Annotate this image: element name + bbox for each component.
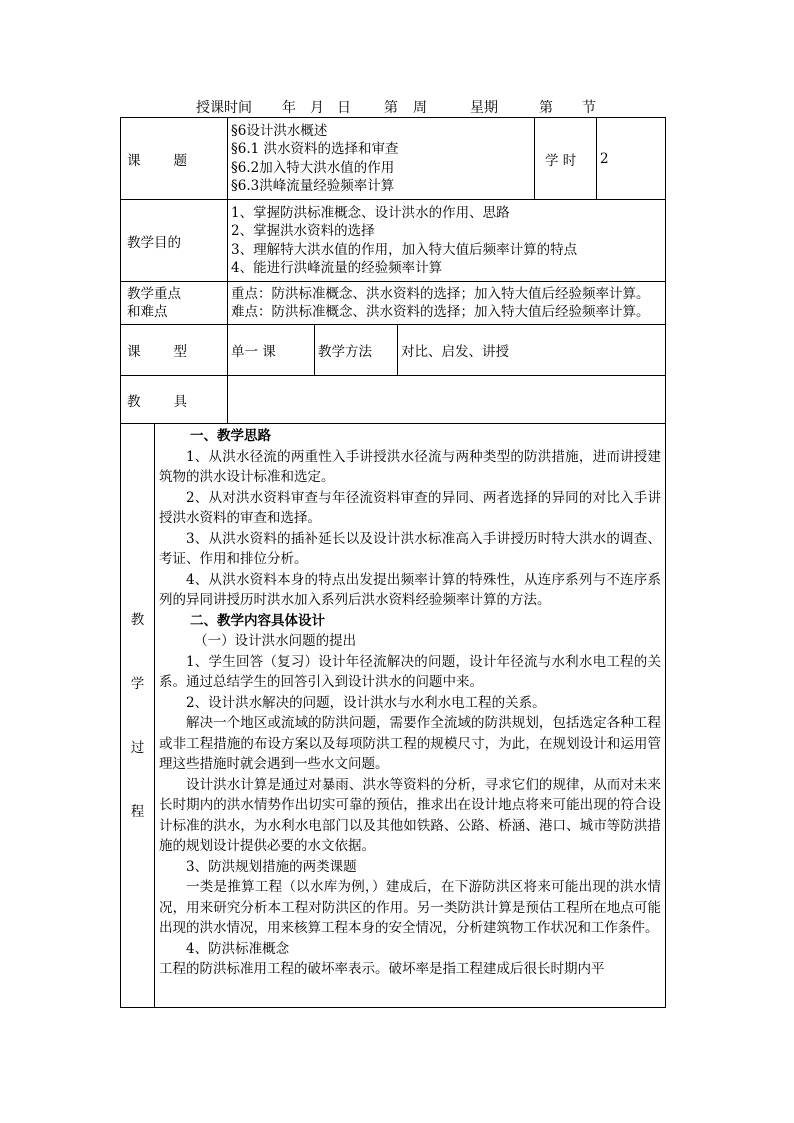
weekday-label: 星期 (470, 100, 498, 116)
process-row (121, 424, 666, 1008)
week-label: 周 (413, 100, 427, 116)
process-content (155, 424, 666, 1008)
paragraph: 1、学生回答（复习）设计年径流解决的问题，设计年径流与水利水电工程的关系。通过总结学生的回答引入到设计洪水的问题中来。 (159, 653, 661, 690)
goals-content (228, 200, 666, 282)
paragraph: 3、从洪水资料的插补延长以及设计洪水标准高入手讲授历时特大洪水的调查、考证、作用和排位分析。 (159, 530, 661, 567)
paragraph: 一类是推算工程（以水库为例，）建成后，在下游防洪区将来可能出现的洪水情况，用来研究分析本工程对防洪区的作用。另一类防洪计算是预估工程所在地点可能出现的洪水情况，用来核算工程本身的安全情况，分析建筑物工作状况和工作条件。 (159, 879, 661, 936)
difficult-point-text: 难点：防洪标准概念、洪水资料的选择；加入特大值后经验频率计算。 (231, 304, 650, 320)
lesson-time-header (196, 97, 616, 115)
topic-line: §6.1 洪水资料的选择和审查 (231, 141, 399, 157)
lesson-type-row (121, 325, 666, 376)
month-label: 月 (310, 100, 324, 116)
topic-label-cell (121, 118, 228, 200)
goal-line: 3、理解特大洪水值的作用，加入特大值后频率计算的特点 (231, 241, 578, 258)
topic-line: §6.2加入特大洪水值的作用 (231, 159, 395, 176)
section-prefix: 第 (539, 100, 553, 116)
key-points-label: 教学重点 和难点 (121, 282, 228, 325)
week-prefix: 第 (384, 100, 398, 116)
hours-label: 学 时 (535, 118, 597, 200)
teaching-method-value: 对比、启发、讲授 (398, 325, 666, 376)
section-heading: 二、教学内容具体设计 (190, 612, 326, 629)
topic-content (228, 118, 535, 200)
topic-label: 课 题 (127, 152, 187, 169)
tools-row (121, 376, 666, 424)
tools-label: 教 具 (127, 393, 187, 410)
process-label: 教 学 过 程 (130, 611, 145, 820)
key-points-content (228, 282, 666, 325)
process-label-cell (121, 424, 155, 1008)
day-label: 日 (337, 100, 351, 116)
paragraph: 4、防洪标准概念 (186, 940, 290, 957)
lesson-plan-table (120, 117, 666, 1008)
lesson-type-label-cell (121, 325, 228, 376)
topic-line: §6设计洪水概述 (231, 122, 328, 139)
paragraph: 解决一个地区或流域的防洪问题，需要作全流域的防洪规划，包括选定各种工程或非工程措施的布设方案以及每项防洪工程的规模尺寸，为此，在规划设计和运用管理这些措施时就会遇到一些水文问题。 (159, 715, 661, 772)
section-heading: 一、教学思路 (190, 428, 272, 444)
paragraph: 工程的防洪标准用工程的破坏率表示。破坏率是指工程建成后很长时期内平 (159, 961, 605, 977)
lesson-type-value: 单一 课 (228, 325, 315, 376)
goal-line: 1、掌握防洪标准概念、设计洪水的作用、思路 (231, 204, 510, 221)
goals-row (121, 200, 666, 282)
paragraph: 3、防洪规划措施的两类课题 (186, 858, 357, 875)
subsection-heading: （一）设计洪水问题的提出 (194, 633, 357, 649)
topic-line: §6.3洪峰流量经验频率计算 (231, 178, 395, 194)
goals-label: 教学目的 (121, 200, 228, 282)
teaching-method-label: 教学方法 (315, 325, 398, 376)
section-label: 节 (582, 100, 596, 116)
hours-value: 2 (597, 118, 666, 200)
goal-line: 2、掌握洪水资料的选择 (231, 223, 375, 239)
paragraph: 2、设计洪水解决的问题，设计洪水与水利水电工程的关系。 (186, 694, 546, 711)
topic-row (121, 118, 666, 200)
goal-line: 4、能进行洪峰流量的经验频率计算 (231, 260, 443, 276)
paragraph: 设计洪水计算是通过对暴雨、洪水等资料的分析，寻求它们的规律，从而对未来长时期内的洪水情势作出切实可靠的预估，推求出在设计地点将来可能出现的符合设计标准的洪水，为水利水电部门以及其他如铁路、公路、桥涵、港口、城市等防洪措施的规划设计提供必要的水文依据。 (159, 776, 661, 854)
paragraph: 4、从洪水资料本身的特点出发提出频率计算的特殊性，从连序系列与不连序系列的异同讲授历时洪水加入系列后洪水资料经验频率计算的方法。 (159, 571, 661, 608)
paragraph: 2、从对洪水资料审查与年径流资料审查的异同、两者选择的异同的对比入手讲授洪水资料的审查和选择。 (159, 489, 661, 526)
key-point-text: 重点：防洪标准概念、洪水资料的选择；加入特大值后经验频率计算。 (231, 285, 650, 302)
key-points-row (121, 282, 666, 325)
time-label: 授课时间 (196, 100, 252, 116)
year-label: 年 (282, 100, 296, 116)
paragraph: 1、从洪水径流的两重性入手讲授洪水径流与两种类型的防洪措施，进而讲授建筑物的洪水设计标准和选定。 (159, 448, 661, 485)
lesson-type-label: 课 型 (127, 344, 187, 360)
tools-label-cell (121, 376, 228, 424)
tools-value (228, 376, 666, 424)
